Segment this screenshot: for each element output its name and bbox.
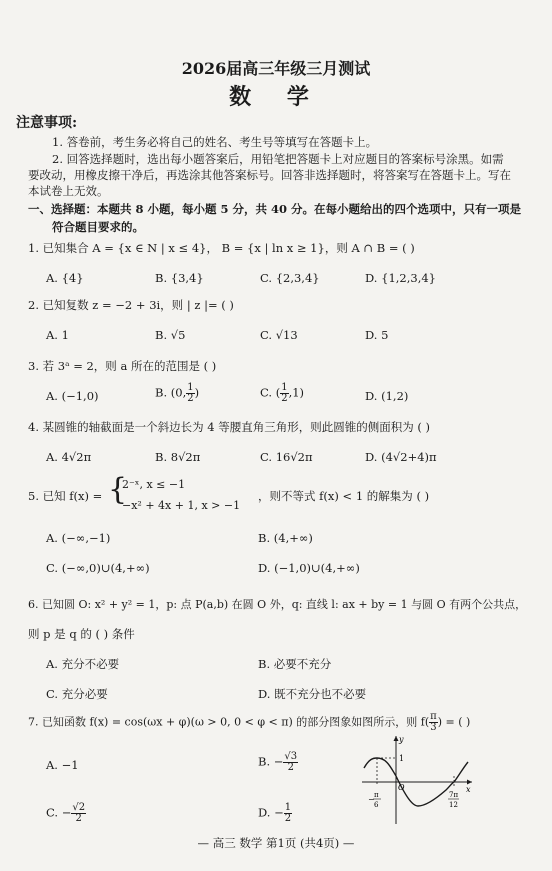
question-7-option-d-fraction [284, 803, 292, 824]
question-7-option-d-prefix: D. − [258, 805, 284, 820]
note-item-2-line3: 本试卷上无效。 [28, 184, 109, 198]
fraction-denominator: 2 [284, 813, 292, 824]
fraction-denominator: 2 [75, 813, 82, 824]
question-7-option-c [46, 803, 86, 824]
question-4-stem: 4. 某圆锥的轴截面是一个斜边长为 4 等腰直角三角形，则此圆锥的侧面积为 ( ) [28, 420, 431, 434]
question-2-option-a: A. 1 [46, 328, 69, 342]
question-5-option-a: A. (−∞,−1) [46, 531, 111, 545]
question-5-option-c: C. (−∞,0)∪(4,+∞) [46, 561, 150, 575]
fraction-numerator: 1 [187, 382, 194, 393]
question-3-option-a: A. (−1,0) [46, 389, 99, 403]
question-7-stem-fraction [429, 712, 438, 733]
question-6-option-c: C. 充分必要 [46, 687, 108, 701]
y-axis-arrow [394, 736, 399, 741]
question-7-option-a: A. −1 [46, 758, 79, 772]
fraction-numerator: π [430, 711, 437, 722]
question-4-option-c: C. 16√2π [260, 450, 313, 464]
fraction-denominator: 2 [281, 393, 288, 404]
cosine-graph [360, 732, 475, 827]
tick-1-denominator: 6 [374, 801, 379, 809]
question-7-stem-suffix: ) = ( ) [437, 715, 471, 729]
question-7-stem [28, 712, 470, 733]
question-6-option-b: B. 必要不充分 [258, 657, 332, 671]
note-item-1: 1. 答卷前，考生务必将自己的姓名、考生号等填写在答题卡上。 [52, 135, 378, 149]
notes-heading: 注意事项: [16, 115, 78, 131]
tick-2-numerator: 7π [449, 791, 459, 799]
question-4-option-a: A. 4√2π [46, 450, 92, 464]
question-1-option-d: D. {1,2,3,4} [365, 271, 436, 285]
piecewise-case-1: 2⁻ˣ, x ≤ −1 [122, 478, 186, 491]
question-7-option-b-prefix: B. − [258, 754, 284, 769]
question-6-option-d: D. 既不充分也不必要 [258, 687, 367, 701]
piecewise-case-2: −x² + 4x + 1, x > −1 [122, 499, 241, 512]
fraction-denominator: 2 [287, 762, 294, 773]
origin-label: O [398, 783, 405, 792]
x-axis-label: x [466, 785, 471, 794]
question-5-option-b: B. (4,+∞) [258, 531, 313, 545]
amplitude-label: 1 [399, 754, 405, 763]
question-3-option-d: D. (1,2) [365, 389, 409, 403]
question-5-option-d: D. (−1,0)∪(4,+∞) [258, 561, 360, 575]
fraction-numerator: √3 [284, 751, 298, 762]
question-3-option-b [155, 383, 199, 404]
piecewise-brace: { [108, 472, 128, 507]
question-1-option-b: B. {3,4} [155, 271, 204, 285]
tick-1-sign: − [368, 795, 375, 804]
question-3-option-c-prefix: C. ( [260, 385, 281, 400]
question-7-stem-prefix: 7. 已知函数 f(x) = cos(ωx + φ)(ω > 0, 0 < φ < π) 的部分图象如图所示，则 f( [28, 715, 430, 729]
question-4-option-b: B. 8√2π [155, 450, 201, 464]
x-axis-arrow [467, 780, 472, 785]
section-heading-line1: 一、选择题：本题共 8 小题，每小题 5 分，共 40 分。在每小题给出的四个选项中，只有一项是 [28, 202, 522, 216]
question-3-option-b-fraction [186, 383, 194, 404]
question-1-option-c: C. {2,3,4} [260, 271, 320, 285]
question-6-option-a: A. 充分不必要 [46, 657, 120, 671]
note-item-2-line2: 要改动，用橡皮擦干净后，再选涂其他答案标号。回答非选择题时，将答案写在答题卡上。写在 [28, 168, 511, 182]
note-item-2-line1: 2. 回答选择题时，选出每小题答案后，用铅笔把答题卡上对应题目的答案标号涂黑。如需 [52, 152, 504, 166]
fraction-numerator: √2 [72, 802, 86, 813]
question-1-option-a: A. {4} [46, 271, 84, 285]
question-7-option-b-fraction [283, 752, 298, 773]
question-5-stem-suffix: ，则不等式 f(x) < 1 的解集为 ( ) [258, 489, 430, 503]
question-3-option-c [260, 383, 304, 404]
question-3-option-b-suffix: ) [194, 385, 200, 400]
fraction-denominator: 2 [187, 393, 194, 404]
tick-1-numerator: π [374, 791, 379, 799]
question-2-option-b: B. √5 [155, 328, 186, 342]
question-3-option-c-fraction [280, 383, 288, 404]
question-7-option-c-prefix: C. − [46, 805, 72, 820]
question-7-option-c-fraction [71, 803, 86, 824]
question-7-option-d [258, 803, 292, 824]
subject-title: 数 学 [229, 84, 323, 110]
exam-title: 2026届高三年级三月测试 [181, 59, 371, 78]
question-1-stem: 1. 已知集合 A = {x ∈ N | x ≤ 4}， B = {x | ln x ≥ 1}，则 A ∩ B = ( ) [28, 241, 415, 255]
question-2-stem: 2. 已知复数 z = −2 + 3i，则 | z |= ( ) [28, 298, 234, 312]
question-5-stem-prefix: 5. 已知 f(x) = [28, 489, 103, 503]
page-footer: — 高三 数学 第1页 (共4页) — [197, 836, 355, 850]
question-6-stem-line2: 则 p 是 q 的 ( ) 条件 [28, 627, 135, 641]
question-7-option-b [258, 752, 298, 773]
tick-2-denominator: 12 [449, 801, 458, 809]
fraction-denominator: 3 [430, 722, 437, 733]
question-6-stem-line1: 6. 已知圆 O: x² + y² = 1，p: 点 P(a,b) 在圆 O 外，q: 直线 l: ax + by = 1 与圆 O 有两个公共点， [28, 598, 527, 611]
question-2-option-c: C. √13 [260, 328, 298, 342]
question-2-option-d: D. 5 [365, 328, 389, 342]
question-3-stem: 3. 若 3ᵃ = 2，则 a 所在的范围是 ( ) [28, 359, 217, 373]
section-heading-line2: 符合题目要求的。 [52, 220, 144, 234]
question-3-option-b-prefix: B. (0, [155, 385, 187, 400]
question-4-option-d: D. (4√2+4)π [365, 450, 437, 464]
fraction-numerator: 1 [281, 382, 288, 393]
y-axis-label: y [399, 735, 404, 744]
fraction-numerator: 1 [284, 802, 292, 813]
question-3-option-c-suffix: ,1) [288, 385, 305, 400]
